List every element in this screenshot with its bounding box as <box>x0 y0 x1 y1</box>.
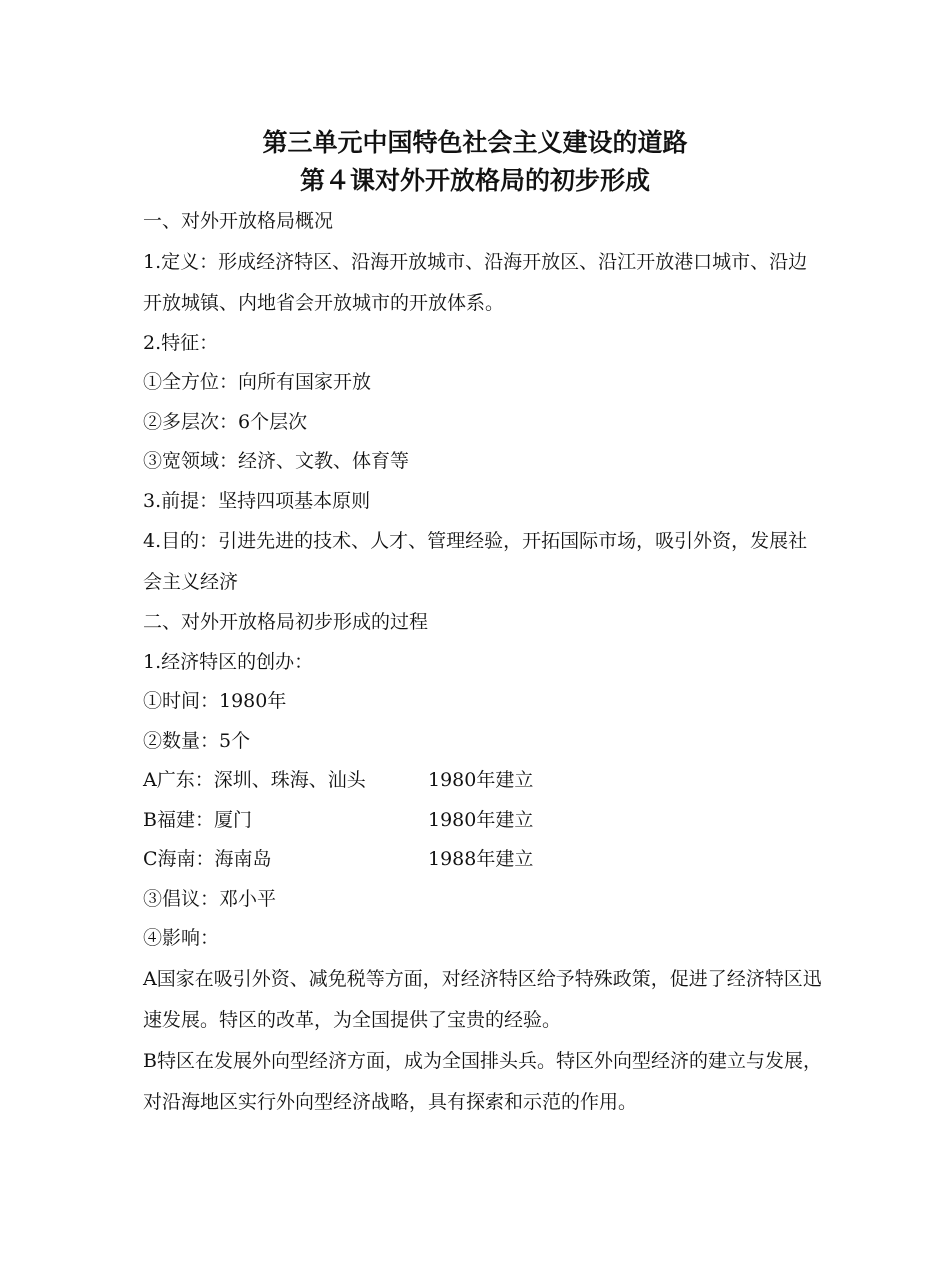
unit-title: 第三单元中国特色社会主义建设的道路 <box>262 128 688 157</box>
zone-row <box>143 840 823 880</box>
sez-proposer: ③倡议：邓小平 <box>143 887 277 910</box>
zone-year: 1980年建立 <box>428 769 534 791</box>
impact-paragraph-a: A国家在吸引外资、减免税等方面，对经济特区给予特殊政策，促进了经济特区迅速发展。特区的改革，为全国提供了宝贵的经验。 <box>143 967 822 1031</box>
zone-place: A广东：深圳、珠海、汕头 <box>143 769 366 791</box>
lesson-title: 第４课对外开放格局的初步形成 <box>299 166 650 195</box>
zone-year: 1988年建立 <box>428 848 534 870</box>
zone-place: B福建：厦门 <box>143 808 252 831</box>
sez-time: ①时间：1980年 <box>143 690 287 712</box>
sez-label: 1.经济特区的创办： <box>143 650 314 673</box>
impact-label: ④影响： <box>143 927 220 949</box>
features-label: 2.特征： <box>143 331 219 354</box>
feature-item-3: ③宽领域：经济、文教、体育等 <box>143 450 410 472</box>
section1-heading: 一、对外开放格局概况 <box>143 210 334 232</box>
feature-item-1: ①全方位：向所有国家开放 <box>143 371 372 393</box>
feature-item-2: ②多层次：6个层次 <box>143 410 308 433</box>
definition-paragraph: 1.定义：形成经济特区、沿海开放城市、沿海开放区、沿江开放港口城市、沿边开放城镇、内地省会开放城市的开放体系。 <box>143 250 808 314</box>
sez-count: ②数量：5个 <box>143 729 251 752</box>
section2-heading: 二、对外开放格局初步形成的过程 <box>143 611 429 633</box>
impact-paragraph-b: B特区在发展外向型经济方面，成为全国排头兵。特区外向型经济的建立与发展，对沿海地区实行外向型经济战略，具有探索和示范的作用。 <box>143 1049 822 1113</box>
zone-year: 1980年建立 <box>428 808 534 831</box>
premise-line: 3.前提：坚持四项基本原则 <box>143 489 371 512</box>
purpose-paragraph: 4.目的：引进先进的技术、人才、管理经验，开拓国际市场，吸引外资，发展社会主义经济 <box>143 530 808 593</box>
zone-place: C海南：海南岛 <box>143 848 272 870</box>
title-block <box>0 124 950 200</box>
zone-row <box>143 761 823 801</box>
zone-row <box>143 801 823 841</box>
document-body <box>143 202 823 1123</box>
